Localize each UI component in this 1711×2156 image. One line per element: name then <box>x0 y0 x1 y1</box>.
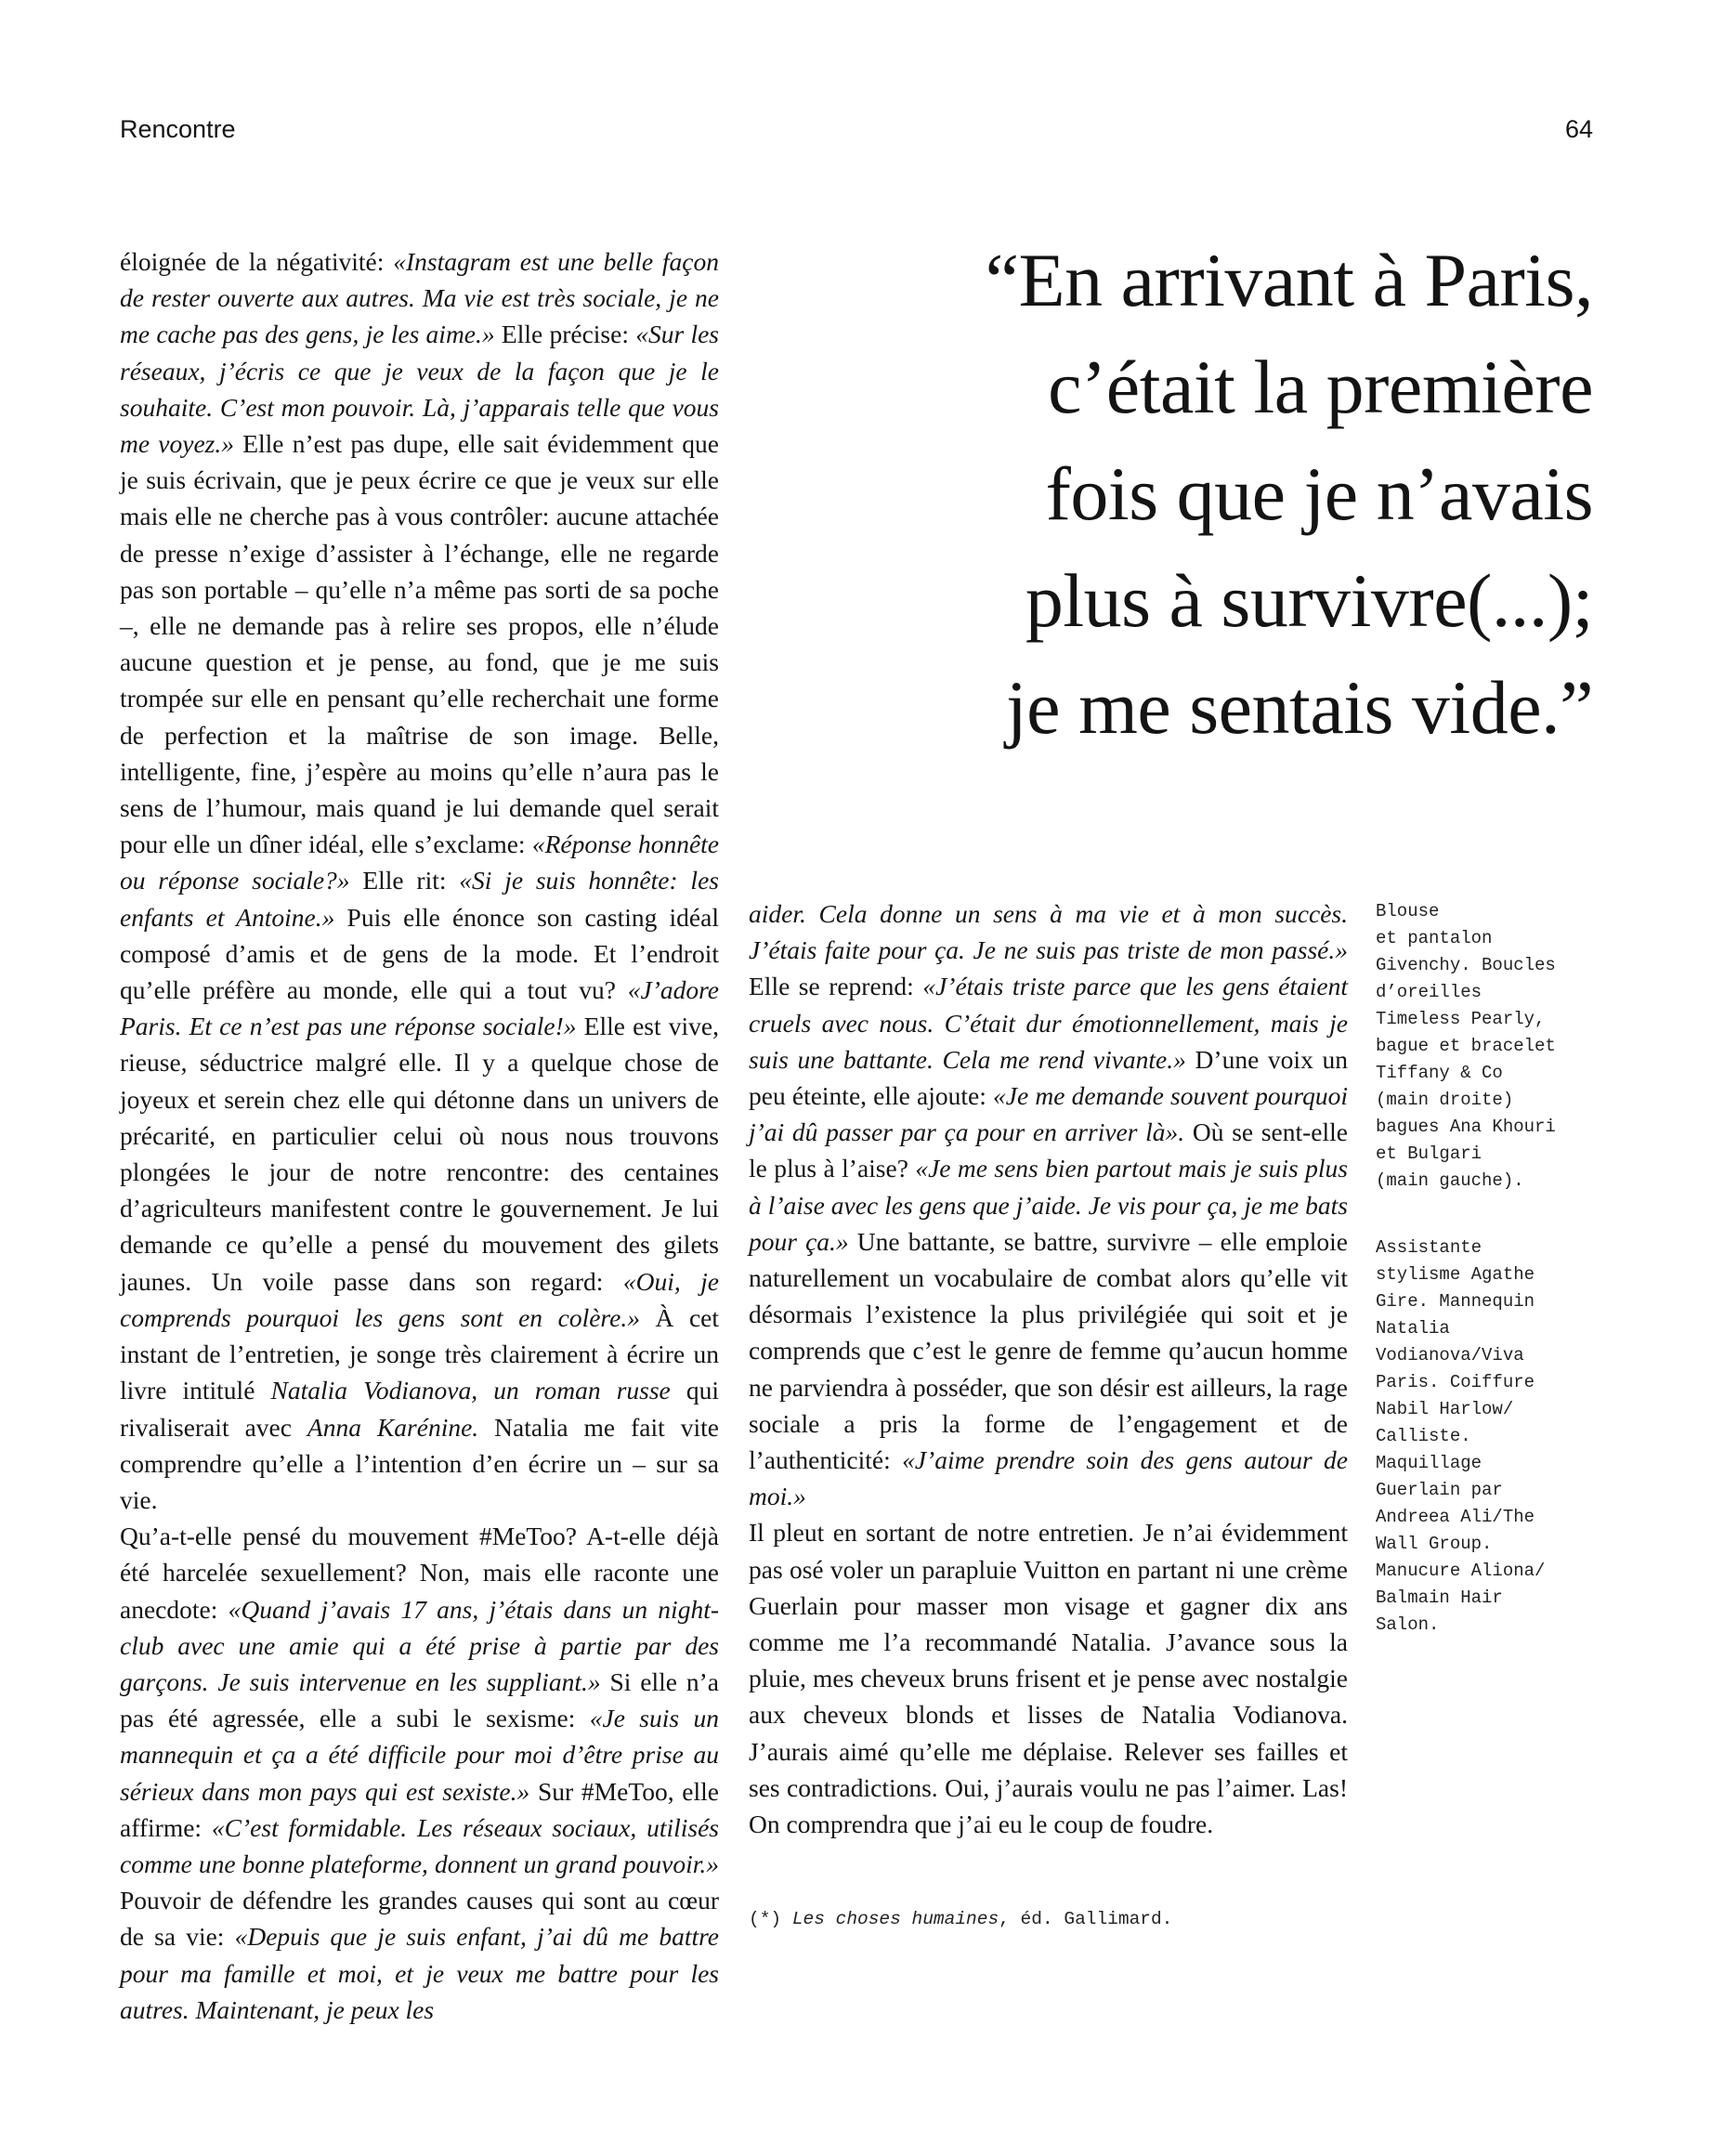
body-text: Pouvoir de défendre les grandes causes qui sont au cœur de sa vie: <box>120 1886 719 1952</box>
quote-text: «Instagram est une belle façon de rester ouverte aux autres. Ma vie est très sociale, je ne me cache pas des gens, je les aime.» <box>120 247 719 349</box>
body-text: Sur #MeToo, elle affirme: <box>120 1776 720 1842</box>
credit-line: Timeless Pearly, <box>1376 1009 1546 1029</box>
credit-line: Vodianova/Viva <box>1376 1345 1524 1365</box>
credit-line: stylisme Agathe <box>1376 1264 1535 1285</box>
quote-text: «Oui, je comprends pourquoi les gens sont en colère.» <box>120 1266 719 1332</box>
credit-line: (main droite) <box>1376 1090 1514 1110</box>
footnote <box>749 1909 1172 1929</box>
credit-line: Manucure Aliona/ <box>1376 1561 1546 1581</box>
article-column-left <box>120 243 719 2028</box>
quote-text: «Je me demande souvent pourquoi j’ai dû passer par ça pour en arriver là». <box>749 1081 1348 1147</box>
credit-line: Blouse <box>1376 901 1440 921</box>
credit-line: Balmain Hair <box>1376 1588 1503 1608</box>
quote-text: aider. Cela donne un sens à ma vie et à mon succès. J’étais faite pour ça. Je ne suis pas triste de mon passé.» <box>749 899 1348 965</box>
paragraph <box>120 243 719 1518</box>
paragraph <box>749 895 1348 1514</box>
quote-text: «C’est formidable. Les réseaux sociaux, utilisés comme une bonne plateforme, donnent un grand pouvoir.» <box>120 1812 719 1878</box>
credit-line: et Bulgari <box>1376 1143 1482 1164</box>
body-text: Une battante, se battre, survivre – elle emploie naturellement un vocabulaire de combat alors qu’elle vit désormais l’existence la plus privilégiée qui soit et je comprends que c’est le genre de femme qu’aucun homme ne parviendra à posséder, que son désir est ailleurs, la rage sociale a pris la forme de l’engagement et de l’authenticité: <box>749 1226 1348 1475</box>
credits-team <box>1376 1235 1608 1639</box>
article-column-middle <box>749 895 1348 1842</box>
credit-line: Salon. <box>1376 1614 1440 1635</box>
credit-line: et pantalon <box>1376 928 1493 948</box>
pull-quote-line: plus à survivre(...); <box>1025 558 1593 643</box>
quote-text: Anna Karénine. <box>307 1412 479 1442</box>
quote-text: «J’adore Paris. Et ce n’est pas une réponse sociale!» <box>120 975 719 1041</box>
body-text: Si elle n’a pas été agressée, elle a subi le sexisme: <box>120 1666 720 1733</box>
body-text: À cet instant de l’entretien, je songe très clairement à écrire un livre intitulé <box>120 1302 719 1405</box>
footnote-title: Les choses humaines <box>791 1909 999 1929</box>
body-text: Elle est vive, rieuse, séductrice malgré elle. Il y a quelque chose de joyeux et serein chez elle qui détonne dans un univers de précarité, en particulier celui où nous nous trouvons plongées le jour de notre rencontre: des centaines d’agriculteurs manifestent contre le gouvernement. Je lui demande ce qu’elle a pensé du mouvement des gilets jaunes. Un voile passe dans son regard: <box>120 1012 719 1296</box>
credit-line: (main gauche). <box>1376 1170 1524 1191</box>
body-text: D’une voix un peu éteinte, elle ajoute: <box>749 1044 1348 1111</box>
quote-text: «Je me sens bien partout mais je suis plus à l’aise avec les gens que j’aide. Je vis pour ça, je me bats pour ça.» <box>749 1154 1349 1256</box>
credit-line: Maquillage <box>1376 1453 1482 1473</box>
paragraph <box>749 1514 1348 1842</box>
pull-quote-line: “En arrivant à Paris, <box>985 238 1593 322</box>
quote-text: «Depuis que je suis enfant, j’ai dû me battre pour ma famille et moi, et je veux me battre pour les autres. Maintenant, je peux les <box>120 1922 719 2024</box>
pull-quote-line: c’était la première <box>1048 345 1593 429</box>
quote-text: «Sur les réseaux, j’écris ce que je veux de la façon que je le souhaite. C’est mon pouvoir. Là, j’apparais telle que vous me voyez.» <box>120 320 719 459</box>
footnote-rest: , éd. Gallimard. <box>999 1909 1173 1929</box>
body-text: Il pleut en sortant de notre entretien. Je n’ai évidemment pas osé voler un parapluie Vuitton en partant ni une crème Guerlain pour masser mon visage et gagner dix ans comme me l’a recommandé Natalia. J’avance sous la pluie, mes cheveux bruns frisent et je pense avec nostalgie aux cheveux blonds et lisses de Natalia Vodianova. J’aurais aimé qu’elle me déplaise. Relever ses failles et ses contradictions. Oui, j’aurais voulu ne pas l’aimer. Las! On comprendra que j’ai eu le coup de foudre. <box>749 1518 1348 1839</box>
body-text: Elle n’est pas dupe, elle sait évidemment que je suis écrivain, que je peux écrire ce que je veux sur elle mais elle ne cherche pas à vous contrôler: aucune attachée de presse n’exige d’assister à l’échange, elle ne regarde pas son portable – qu’elle n’a même pas sorti de sa poche –, elle ne demande pas à relire ses propos, elle n’élude aucune question et je pense, au fond, que je me suis trompée sur elle en pensant qu’elle recherchait une forme de perfection et la maîtrise de son image. Belle, intelligente, fine, j’espère au moins qu’elle n’aura pas le sens de l’humour, mais quand je lui demande quel serait pour elle un dîner idéal, elle s’exclame: <box>120 429 719 859</box>
credit-line: Paris. Coiffure <box>1376 1372 1535 1392</box>
quote-text: «Quand j’avais 17 ans, j’étais dans un night-club avec une amie qui a été prise à partie par des garçons. Je suis intervenue en les suppliant.» <box>120 1594 719 1696</box>
credit-line: Tiffany & Co <box>1376 1063 1503 1083</box>
quote-text: «Je suis un mannequin et ça a été difficile pour moi d’être prise au sérieux dans mon pays qui est sexiste.» <box>120 1704 719 1806</box>
credit-line: Natalia <box>1376 1318 1450 1339</box>
credit-line: Andreea Ali/The <box>1376 1507 1535 1527</box>
quote-text: «Si je suis honnête: les enfants et Antoine.» <box>120 866 719 932</box>
page-number: 64 <box>1564 115 1593 143</box>
pull-quote-line: fois que je n’avais <box>1045 451 1593 536</box>
quote-text: «J’aime prendre soin des gens autour de moi.» <box>749 1445 1348 1511</box>
body-text: Puis elle énonce son casting idéal composé d’amis et de gens de la mode. Et l’endroit qu’elle préfère au monde, elle qui a tout vu? <box>120 902 719 1005</box>
credit-line: Calliste. <box>1376 1426 1471 1446</box>
quote-text: «Réponse honnête ou réponse sociale?» <box>120 830 720 895</box>
pull-quote <box>757 227 1593 761</box>
section-label: Rencontre <box>120 115 236 143</box>
credit-line: Nabil Harlow/ <box>1376 1399 1514 1419</box>
body-text: Elle rit: <box>349 866 460 895</box>
quote-text: «J’étais triste parce que les gens étaient cruels avec nous. C’était dur émotionnellement, mais je suis une battante. Cela me rend vivante.» <box>749 972 1349 1074</box>
footnote-marker: (*) <box>749 1909 782 1929</box>
credit-line: Wall Group. <box>1376 1534 1493 1554</box>
credit-line: d’oreilles <box>1376 982 1482 1002</box>
body-text: qui rivaliserait avec <box>120 1376 720 1442</box>
credit-line: bague et bracelet <box>1376 1036 1556 1056</box>
credit-line: Givenchy. Boucles <box>1376 955 1556 975</box>
credits-clothing <box>1376 898 1608 1195</box>
quote-text: Natalia Vodianova, un roman russe <box>270 1376 671 1405</box>
credit-line: Guerlain par <box>1376 1480 1503 1500</box>
credit-line: Gire. Mannequin <box>1376 1291 1535 1312</box>
credit-line: Assistante <box>1376 1237 1482 1258</box>
paragraph <box>120 1518 719 2028</box>
body-text: Qu’a-t-elle pensé du mouvement #MeToo? A-t-elle déjà été harcelée sexuellement? Non, mais elle raconte une anecdote: <box>120 1522 719 1624</box>
body-text: Elle précise: <box>494 320 636 349</box>
body-text: Elle se reprend: <box>749 972 923 1001</box>
body-text: Où se sent-elle le plus à l’aise? <box>749 1117 1348 1183</box>
body-text: éloignée de la négativité: <box>120 247 394 276</box>
body-text: Natalia me fait vite comprendre qu’elle a l’intention d’en écrire un – sur sa vie. <box>120 1412 719 1514</box>
pull-quote-line: je me sentais vide.” <box>1005 665 1593 750</box>
credit-line: bagues Ana Khouri <box>1376 1117 1556 1137</box>
